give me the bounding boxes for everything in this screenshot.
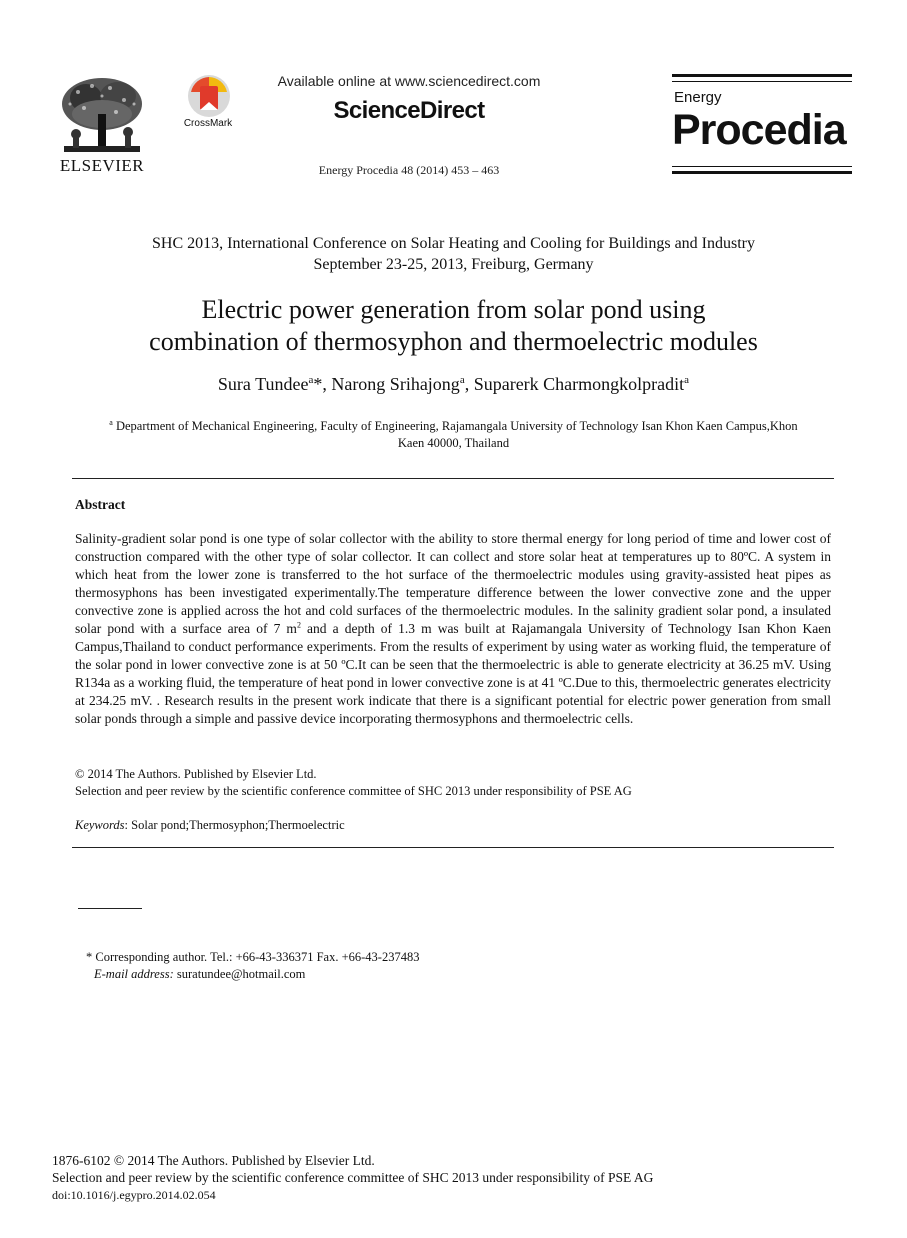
author-name[interactable]: Suparerk Charmongkolpradit — [473, 374, 685, 394]
divider-top — [72, 478, 834, 479]
author-affil-mark: a — [308, 374, 314, 386]
affiliation-line-1: Department of Mechanical Engineering, Faculty of Engineering, Rajamangala University of Technology Isan Khon Kaen Campus,Khon — [115, 419, 798, 434]
keywords-separator: : — [124, 818, 132, 832]
available-online-text[interactable]: Available online at www.sciencedirect.com — [277, 73, 541, 89]
affiliation — [90, 414, 817, 452]
affiliation-line-2: Kaen 40000, Thailand — [397, 436, 510, 451]
elsevier-tree-icon — [58, 74, 146, 154]
author-separator: *, — [313, 374, 332, 394]
author-affil-mark: a — [684, 374, 690, 386]
author-name[interactable]: Sura Tundee — [217, 374, 309, 394]
email-address[interactable]: suratundee@hotmail.com — [173, 967, 306, 981]
author-list — [40, 374, 867, 395]
footer-review: Selection and peer review by the scientific conference committee of SHC 2013 under responsibility of PSE AG — [52, 1170, 654, 1185]
email-label: E-mail address: — [94, 967, 174, 981]
energy-procedia-logo — [672, 74, 852, 176]
abstract-text-part-2: and a depth of 1.3 m was built at Rajamangala University of Technology Isan Khon Kaen Campus,Thailand to conduct performance experiments. From the results of experiment by using water as working fluid, the temperature of the solar pond in lower convective zone is at 50 ºC.It can be seen that the thermoelectric is able to generate electricity at 36.25 mV. Using R134a as a working fluid, the temperature of heat pond in lower convective zone is at 41 ºC.Due to this, thermoelectric generates electricity at 234.25 mV. . Research results in the present work indicate that there is a significant potential for electric power generation from small solar ponds through a simple and passive device incorporating thermosyphons and thermoelectric cells. — [75, 621, 831, 726]
author-name[interactable]: Narong Srihajong — [331, 374, 460, 394]
copyright-line: © 2014 The Authors. Published by Elsevier Ltd. — [75, 767, 317, 781]
footnote-rule — [78, 908, 142, 909]
sciencedirect-logo[interactable]: ScienceDirect — [333, 97, 485, 124]
abstract-superscript: 2 — [296, 620, 301, 630]
corresponding-author: * Corresponding author. Tel.: +66-43-336371 Fax. +66-43-237483 — [86, 950, 420, 964]
crossmark-label: CrossMark — [183, 118, 233, 129]
divider-bottom — [72, 847, 834, 848]
conference-line-1: SHC 2013, International Conference on Solar Heating and Cooling for Buildings and Industry — [151, 235, 755, 252]
conference-line-2: September 23-25, 2013, Freiburg, Germany — [313, 256, 594, 273]
footer-doi[interactable]: doi:10.1016/j.egypro.2014.02.054 — [52, 1188, 216, 1202]
paper-title — [40, 294, 867, 358]
author-separator: , — [464, 374, 474, 394]
abstract-heading: Abstract — [75, 497, 126, 512]
keywords-values: Solar pond;Thermosyphon;Thermoelectric — [131, 818, 345, 832]
keywords — [75, 818, 345, 833]
journal-logo-big: Procedia — [672, 106, 846, 154]
title-line-1: Electric power generation from solar pond using — [201, 295, 706, 324]
publisher-name: ELSEVIER — [59, 156, 145, 175]
peer-review-line: Selection and peer review by the scientific conference committee of SHC 2013 under responsibility of PSE AG — [75, 784, 632, 798]
author-affil-mark: a — [459, 374, 465, 386]
journal-logo-small: Energy — [674, 89, 722, 106]
abstract-text — [75, 530, 831, 728]
journal-reference: Energy Procedia 48 (2014) 453 – 463 — [318, 163, 500, 177]
affiliation-mark: a — [109, 418, 113, 427]
email-line — [94, 967, 305, 982]
footer-copyright: 1876-6102 © 2014 The Authors. Published by Elsevier Ltd. — [52, 1153, 375, 1168]
abstract-text-part-1: Salinity-gradient solar pond is one type of solar collector with the ability to store thermal energy for long period of time and lower cost of construction compared with the other type of solar collector. It can collect and store solar heat at temperatures up to 80ºC. A system in which heat from the lower zone is transferred to the hot surface of the thermoelectric modules using gravity-assisted heat pipes as thermosyphons has been investigated experimentally.The temperature difference between the lower convective zone and the upper convective zone is applied across the hot and cold surfaces of the thermoelectric modules. In the salinity gradient solar pond, a insulated solar pond with a surface area of 7 m — [75, 531, 831, 636]
keywords-label: Keywords — [75, 818, 125, 832]
title-line-2: combination of thermosyphon and thermoelectric modules — [149, 327, 758, 356]
elsevier-logo — [48, 72, 156, 178]
